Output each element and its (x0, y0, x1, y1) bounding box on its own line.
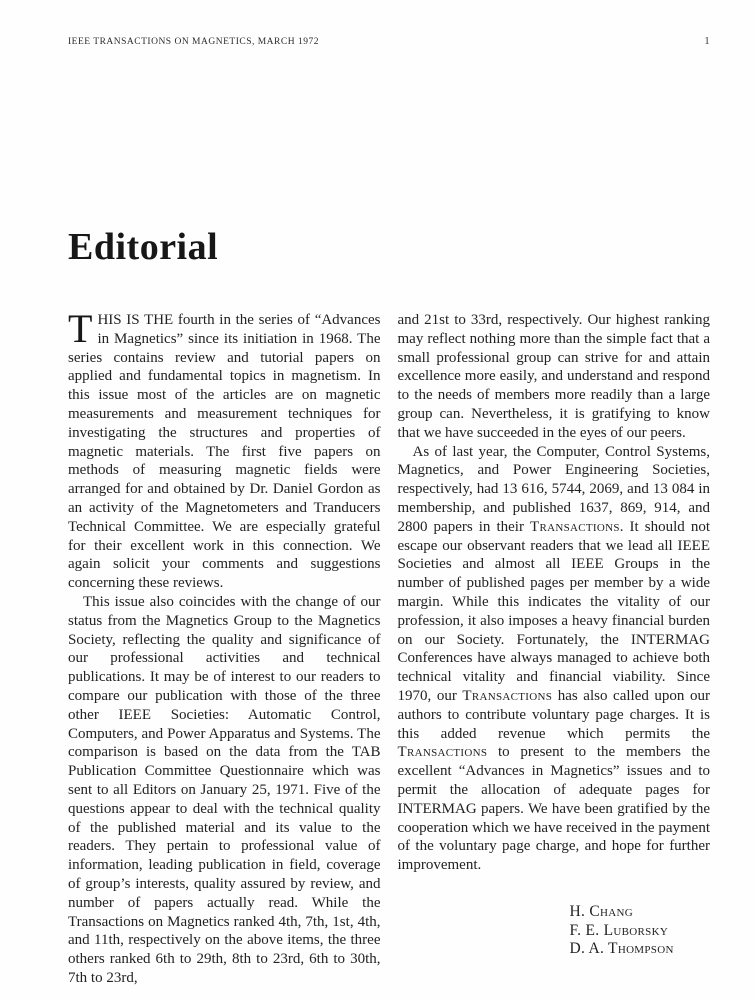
paragraph-3: As of last year, the Computer, Control Systems, Magnetics, and Power Engineering Societies, respectively, had 13 616, 5744, 2069, and 13 084 in membership, and published 1637, 869, 914, and 2800 papers in their Transactions. It should not escape our observant readers that we lead all IEEE Societies and almost all IEEE Groups in the number of published pages per member by a wide margin. While this indicates the vitality of our profession, it also imposes a heavy financial burden on our Society. Fortunately, the INTERMAG Conferences have always managed to achieve both technical vitality and financial viability. Since 1970, our Transactions has also called upon our authors to contribute voluntary page charges. It is this added revenue which permits the Transactions to present to the members the excellent “Advances in Magnetics” issues and to permit the allocation of adequate pages for INTERMAG papers. We have been gratified by the cooperation which we have received in the payment of the voluntary page charge, and hope for further improvement. (397, 443, 710, 874)
page-number: 1 (704, 36, 710, 47)
paragraph-2: This issue also coincides with the change of our status from the Magnetics Group to the Magnetics Society, reflecting the quality and significance of our professional activities and technical publications. It may be of interest to our readers to compare our publication with those of the three other IEEE Societies: Automatic Control, Computers, and Power Apparatus and Systems. The comparison is based on the data from the TAB Publication Committee Questionnaire which was sent to all Editors on January 25, 1971. Five of the questions appear to deal with the technical quality of the published material and its value to the readers. They pertain to professional value of information, leading publication in field, coverage of group’s interests, quality assured by review, and number of papers actually read. While the Transactions on Magnetics ranked 4th, 7th, 1st, 4th, and 11th, respectively on the above items, the three others ranked 6th to 29th, 8th to 23rd, 6th to 30th, 7th to 23rd, (68, 593, 381, 986)
signature-block (398, 903, 711, 959)
article-title: Editorial (68, 226, 219, 268)
signature-name: H. Chang (569, 902, 633, 920)
journal-title: IEEE TRANSACTIONS ON MAGNETICS, MARCH 1972 (68, 37, 319, 47)
paragraph-1 (68, 306, 381, 593)
two-column-body (68, 306, 710, 988)
right-column (398, 311, 711, 988)
signature-name: F. E. Luborsky (569, 921, 669, 939)
running-header (68, 36, 710, 47)
signature-name: D. A. Thompson (569, 940, 674, 958)
left-column (68, 306, 381, 988)
paragraph-1-text: HIS IS THE fourth in the series of “Advances in Magnetics” since its initiation in 1968. The series contains review and tutorial papers on applied and fundamental topics in magnetism. In this issue most of the articles are on magnetic measurements and measurement techniques for investigating the structures and properties of magnetic materials. The first five papers on methods of measuring magnetic fields were arranged for and obtained by Dr. Daniel Gordon as an activity of the Magnetometers and Tranducers Technical Committee. We are especially grateful for their excellent work in this connection. We again solicit your comments and suggestions concerning these reviews. (68, 312, 381, 592)
paragraph-2-continuation: and 21st to 33rd, respectively. Our highest ranking may reflect nothing more than the simple fact that a small professional group can strive for and attain excellence more easily, and understand and respond to the needs of members more readily than a large group can. Nevertheless, it is gratifying to know that we have succeeded in the eyes of our peers. (397, 312, 710, 441)
dropcap-letter: T (68, 306, 93, 351)
